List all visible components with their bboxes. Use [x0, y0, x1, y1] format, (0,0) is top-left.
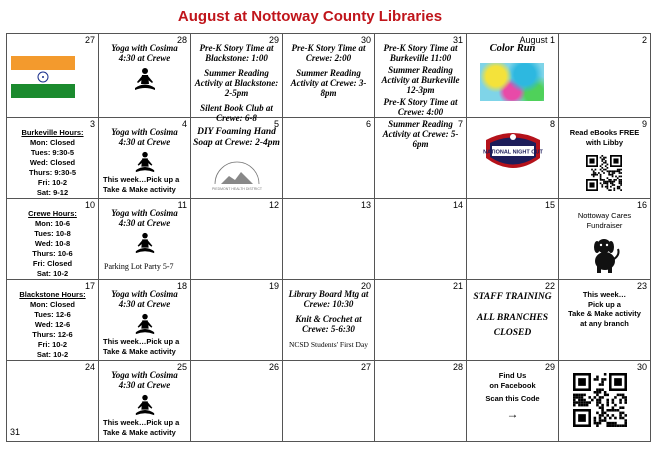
- hours-line: Fri: 10-2: [37, 340, 68, 349]
- hours-line: Tues: 12-6: [34, 310, 71, 319]
- day-number: 29: [268, 35, 279, 45]
- day-number: 15: [544, 200, 555, 210]
- day-number: 28: [452, 362, 463, 372]
- day-number: 7: [457, 119, 463, 129]
- event-item: with Libby: [585, 137, 624, 147]
- day-cell[interactable]: [191, 361, 283, 442]
- event-item: Find Us: [498, 371, 527, 380]
- color-run-image: [480, 63, 544, 101]
- event-item: STAFF TRAINING: [473, 292, 552, 302]
- hours-line: Sat: 9-12: [36, 188, 69, 197]
- day-cell[interactable]: [283, 280, 375, 361]
- day-number: 14: [452, 200, 463, 210]
- day-cell[interactable]: [283, 361, 375, 442]
- day-cell[interactable]: [7, 34, 99, 118]
- day-cell[interactable]: [283, 118, 375, 199]
- qr-code-icon: [586, 155, 622, 191]
- calendar-week: [7, 34, 651, 118]
- event-item: DIY Foaming Hand Soap at Crewe: 2-4pm: [193, 127, 280, 148]
- day-number: 6: [365, 119, 371, 129]
- yoga-pose-icon: [134, 394, 156, 416]
- event-item: Pre-K Story Time at Crewe: 2:00: [291, 43, 366, 63]
- hours-line: Wed: 10-8: [34, 239, 71, 248]
- day-number: 18: [176, 281, 187, 291]
- day-number: 30: [636, 362, 647, 372]
- day-number: 16: [636, 200, 647, 210]
- calendar-week: [7, 280, 651, 361]
- day-cell[interactable]: [375, 199, 467, 280]
- day-number: 19: [268, 281, 279, 291]
- event-item: Summer Reading Activity at Blackstone: 2-5pm: [194, 68, 279, 98]
- hours-line: Thurs: 10-6: [32, 249, 73, 258]
- event-item: Summer Reading Activity at Burkeville 12-3pm: [381, 65, 460, 95]
- day-cell[interactable]: [467, 34, 559, 118]
- hours-line: Mon: 10-6: [34, 219, 70, 228]
- day-number: 25: [176, 362, 187, 372]
- day-cell[interactable]: [559, 199, 651, 280]
- day-cell[interactable]: [559, 118, 651, 199]
- day-number: 12: [268, 200, 279, 210]
- event-item: Parking Lot Party 5-7: [104, 262, 174, 271]
- hours-line: Thurs: 9:30-5: [28, 168, 77, 177]
- day-number: 13: [360, 200, 371, 210]
- day-number: 8: [549, 119, 555, 129]
- hours-line: Wed: 12-6: [34, 320, 71, 329]
- take-make-line: Take & Make activity: [103, 428, 176, 437]
- day-cell[interactable]: [559, 280, 651, 361]
- event-item: Pre-K Story Time at Burkeville 11:00: [383, 43, 458, 63]
- yoga-pose-icon: [134, 232, 156, 254]
- day-cell[interactable]: [375, 280, 467, 361]
- day-number: August 1: [519, 35, 555, 45]
- day-cell[interactable]: [467, 199, 559, 280]
- day-number: 10: [84, 200, 95, 210]
- take-make-note: [103, 175, 188, 195]
- hours-title: Burkeville Hours:: [21, 128, 84, 137]
- event-item: Scan this Code: [485, 394, 540, 403]
- event-item: This week…: [582, 290, 627, 299]
- event-item: ALL BRANCHES: [476, 313, 549, 323]
- event-item: on Facebook: [489, 380, 536, 390]
- calendar-week: [7, 361, 651, 442]
- event-item: Library Board Mtg at Crewe: 10:30: [288, 289, 369, 309]
- event-item: Color Run: [489, 43, 536, 54]
- day-cell[interactable]: [375, 361, 467, 442]
- day-number: 3: [89, 119, 95, 129]
- yoga-time: 4:30 at Crewe: [118, 53, 171, 63]
- event-item: Summer Reading Activity at Crewe: 3-8pm: [290, 68, 367, 98]
- yoga-title: Yoga with Cosima: [111, 208, 178, 218]
- day-number: 9: [641, 119, 647, 129]
- event-item: Take & Make activity: [568, 309, 641, 318]
- day-cell[interactable]: [467, 361, 559, 442]
- day-cell[interactable]: [467, 280, 559, 361]
- day-cell[interactable]: [191, 118, 283, 199]
- yoga-title: Yoga with Cosima: [111, 43, 178, 53]
- event-item: NCSD Students' First Day: [288, 340, 369, 349]
- event-item: Pre-K Story Time at Blackstone: 1:00: [199, 43, 274, 63]
- event-item: Knit & Crochet at Crewe: 5-6:30: [295, 314, 362, 334]
- calendar-grid: [6, 33, 651, 442]
- crewe-hours: [7, 209, 98, 279]
- take-make-line: Take & Make activity: [103, 347, 176, 356]
- event-item: Pick up a: [588, 299, 621, 309]
- day-cell[interactable]: [99, 361, 191, 442]
- yoga-title: Yoga with Cosima: [111, 370, 178, 380]
- day-cell[interactable]: [7, 199, 99, 280]
- yoga-time: 4:30 at Crewe: [118, 137, 171, 147]
- day-cell[interactable]: [559, 361, 651, 442]
- event-item: Summer Reading Activity at Crewe: 5-6pm: [382, 119, 459, 149]
- event-item: Fundraiser: [586, 221, 623, 230]
- take-make-note: [103, 418, 188, 438]
- logo-text: PIEDMONT HEALTH DISTRICT: [211, 187, 263, 191]
- hours-line: Mon: Closed: [30, 300, 75, 309]
- day-number: 20: [360, 281, 371, 291]
- day-number: 23: [636, 281, 647, 291]
- hours-line: Thurs: 12-6: [32, 330, 73, 339]
- event-item: CLOSED: [493, 328, 532, 338]
- day-number: 24: [84, 362, 95, 372]
- india-flag-icon: [11, 56, 75, 98]
- hours-line: Wed: Closed: [29, 158, 76, 167]
- page-title: August at Nottoway County Libraries: [177, 8, 443, 25]
- hours-line: Sat: 10-2: [36, 350, 69, 359]
- yoga-title: Yoga with Cosima: [111, 127, 178, 137]
- calendar-week: [7, 118, 651, 199]
- day-number: 21: [452, 281, 463, 291]
- take-make-note: [103, 337, 188, 357]
- day-number: 28: [176, 35, 187, 45]
- day-number: 17: [84, 281, 95, 291]
- day-number: 30: [360, 35, 371, 45]
- day-cell[interactable]: [283, 34, 375, 118]
- event-item: Silent Book Club at Crewe: 6-8: [200, 103, 273, 123]
- blackstone-hours: [7, 290, 98, 360]
- day-number: 29: [544, 362, 555, 372]
- event-item: Pre-K Story Time at Crewe: 4:00: [383, 97, 458, 117]
- take-make-line: Take & Make activity: [103, 185, 176, 194]
- yoga-pose-icon: [134, 67, 156, 91]
- day-cell[interactable]: [375, 34, 467, 149]
- day-number: 11: [177, 200, 187, 210]
- take-make-line: This week…Pick up a: [103, 418, 180, 427]
- day-number: 4: [181, 119, 187, 129]
- hours-line: Sat: 10-2: [36, 269, 69, 278]
- day-cell[interactable]: [467, 118, 559, 199]
- day-number: 2: [641, 35, 647, 45]
- take-make-line: This week…Pick up a: [103, 337, 180, 346]
- yoga-time: 4:30 at Crewe: [118, 299, 171, 309]
- hours-line: Tues: 10-8: [34, 229, 71, 238]
- day-cell[interactable]: [99, 34, 191, 118]
- take-make-line: This week…Pick up a: [103, 175, 180, 184]
- yoga-pose-icon: [134, 313, 156, 335]
- yoga-time: 4:30 at Crewe: [118, 218, 171, 228]
- arrow-right-icon: →: [506, 406, 519, 421]
- event-item: at any branch: [580, 318, 629, 328]
- day-cell[interactable]: [99, 280, 191, 361]
- day-cell[interactable]: [99, 118, 191, 199]
- day-cell[interactable]: [191, 280, 283, 361]
- day-cell[interactable]: [99, 199, 191, 280]
- day-cell[interactable]: [191, 199, 283, 280]
- event-item: Nottoway Cares: [577, 211, 632, 220]
- day-cell[interactable]: [7, 361, 99, 442]
- day-number: 26: [268, 362, 279, 372]
- yoga-pose-icon: [134, 151, 156, 173]
- day-number: 5: [273, 119, 279, 129]
- day-cell[interactable]: [283, 199, 375, 280]
- calendar-week: [7, 199, 651, 280]
- day-cell[interactable]: [375, 118, 467, 199]
- day-cell[interactable]: [559, 34, 651, 118]
- piedmont-health-logo: [211, 154, 263, 192]
- hours-line: Mon: Closed: [30, 138, 75, 147]
- qr-code-icon[interactable]: [573, 373, 627, 427]
- hours-title: Blackstone Hours:: [19, 290, 86, 299]
- hours-title: Crewe Hours:: [28, 209, 77, 218]
- burkeville-hours: [7, 128, 98, 198]
- hours-line: Fri: 10-2: [37, 178, 68, 187]
- yoga-time: 4:30 at Crewe: [118, 380, 171, 390]
- day-cell[interactable]: [7, 118, 99, 199]
- hours-line: Fri: Closed: [32, 259, 73, 268]
- day-number: 27: [84, 35, 95, 45]
- day-cell[interactable]: [191, 34, 283, 123]
- day-number: 27: [360, 362, 371, 372]
- event-item: Read eBooks FREE: [569, 128, 640, 137]
- day-cell[interactable]: [7, 280, 99, 361]
- day-number: 31: [10, 427, 21, 437]
- national-night-out-logo: [482, 128, 544, 176]
- logo-text: NATIONAL NIGHT OUT: [483, 149, 543, 156]
- yoga-title: Yoga with Cosima: [111, 289, 178, 299]
- day-number: 31: [452, 35, 463, 45]
- day-number: 22: [544, 281, 555, 291]
- dog-icon: [590, 237, 620, 273]
- hours-line: Tues: 9:30-5: [30, 148, 75, 157]
